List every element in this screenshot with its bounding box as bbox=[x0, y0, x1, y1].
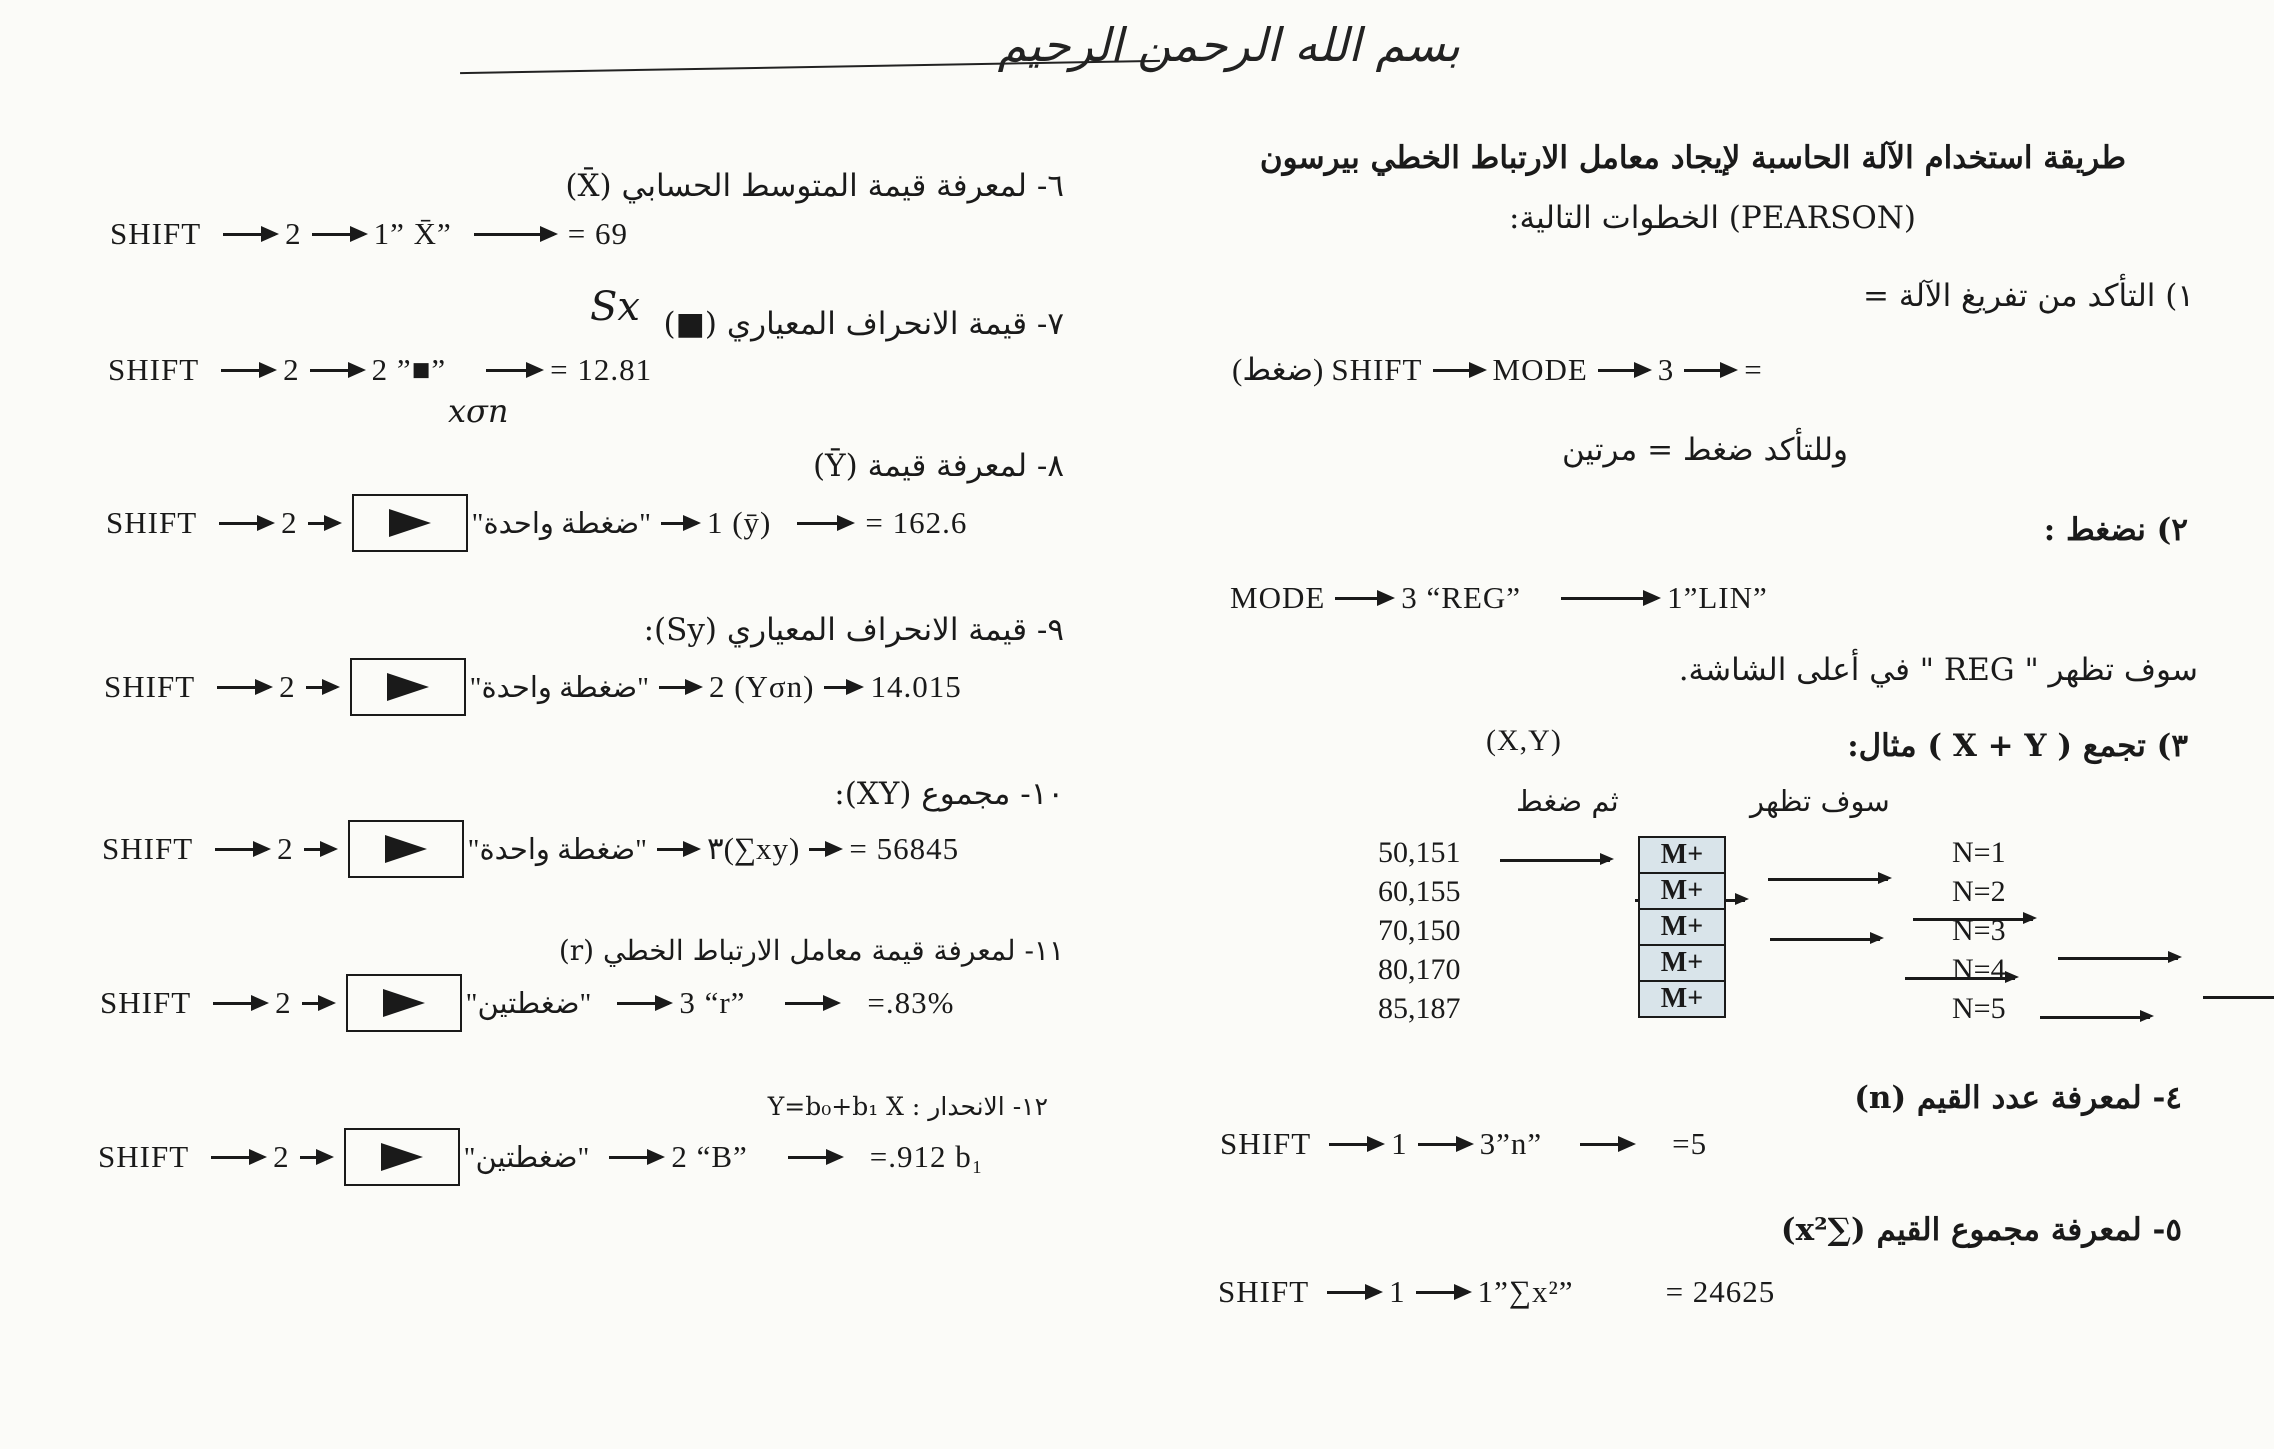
list-item: 50,151 bbox=[1378, 836, 1461, 869]
step11-sequence bbox=[100, 974, 954, 1032]
step3-arrows-left bbox=[0, 0, 2274, 19]
step2-label: ٢) نضغط : bbox=[2043, 512, 2188, 548]
step9-label: ٩- قيمة الانحراف المعياري (Sy): bbox=[643, 612, 1064, 648]
play-triangle-icon bbox=[389, 509, 431, 537]
step9-key-2: 2 bbox=[279, 669, 296, 704]
step4-key-1: 1 bbox=[1391, 1126, 1408, 1161]
step5-key-1: 1 bbox=[1389, 1274, 1406, 1309]
step12-sequence bbox=[98, 1128, 984, 1186]
right-arrow-key bbox=[352, 494, 468, 552]
arrow-icon bbox=[2058, 957, 2178, 960]
step2-note: سوف تظهر " REG " في أعلى الشاشة. bbox=[1678, 652, 2198, 688]
arrow-icon bbox=[223, 233, 275, 236]
step12-key-2: 2 bbox=[273, 1139, 290, 1174]
arrow-icon bbox=[312, 233, 364, 236]
arrow-icon bbox=[797, 522, 851, 525]
step9-press-once: "ضغطة واحدة" bbox=[469, 671, 649, 704]
step10-result: = 56845 bbox=[849, 831, 960, 866]
arrow-icon bbox=[1335, 597, 1391, 600]
step1-key-3: 3 bbox=[1657, 352, 1675, 387]
right-title-line1: طريقة استخدام الآلة الحاسبة لإيجاد معامل الارتباط الخطي بيرسون bbox=[1259, 140, 2126, 176]
step1-note: وللتأكد ضغط = مرتين bbox=[1561, 432, 1848, 468]
step6-sequence bbox=[110, 216, 628, 252]
step1-sequence bbox=[1232, 352, 1763, 388]
step8-sequence bbox=[106, 494, 967, 552]
step10-key-sumxy: ٣(∑xy) bbox=[706, 831, 800, 866]
list-item: 60,155 bbox=[1378, 875, 1461, 908]
step12-label: ١٢- الانحدار : Y=b₀+b₁ X bbox=[767, 1092, 1048, 1121]
arrow-icon bbox=[1500, 859, 1610, 862]
arrow-icon bbox=[308, 522, 338, 525]
step7-key-xon: 2 ”■” bbox=[371, 352, 447, 387]
step1-key-shift: SHIFT bbox=[1331, 352, 1423, 387]
list-item: 70,150 bbox=[1378, 914, 1461, 947]
step5-key-shift: SHIFT bbox=[1218, 1274, 1310, 1309]
arrow-icon bbox=[788, 1156, 840, 1159]
m-plus-key: M+ bbox=[1638, 910, 1726, 946]
step8-key-ybar: 1 (ȳ) bbox=[706, 505, 772, 540]
step12-result: =.912 b₁ bbox=[869, 1139, 984, 1174]
step9-key-shift: SHIFT bbox=[104, 669, 196, 704]
basmala-text: بسم الله الرحمن الرحيم bbox=[997, 18, 1460, 72]
step4-sequence bbox=[1220, 1126, 1707, 1162]
arrow-icon bbox=[221, 369, 273, 372]
arrow-icon bbox=[486, 369, 540, 372]
step10-sequence bbox=[102, 820, 959, 878]
arrow-icon bbox=[1768, 878, 1888, 881]
step6-label: ٦- لمعرفة قيمة المتوسط الحسابي (X̄) bbox=[565, 168, 1064, 204]
arrow-icon bbox=[474, 233, 554, 236]
list-item: N=3 bbox=[1952, 914, 2006, 947]
step9-key-yon: 2 (Yσn) bbox=[708, 669, 815, 704]
step8-key-shift: SHIFT bbox=[106, 505, 198, 540]
m-plus-key: M+ bbox=[1638, 836, 1726, 874]
arrow-icon bbox=[1770, 938, 1880, 941]
step3-col-will-show: سوف تظهر bbox=[1750, 784, 1890, 818]
arrow-icon bbox=[657, 848, 697, 851]
arrow-icon bbox=[1329, 1143, 1381, 1146]
step2-key-mode: MODE bbox=[1230, 580, 1326, 615]
play-triangle-icon bbox=[387, 673, 429, 701]
arrow-icon bbox=[659, 686, 699, 689]
arrow-icon bbox=[215, 848, 267, 851]
right-arrow-key bbox=[346, 974, 462, 1032]
list-item: 80,170 bbox=[1378, 953, 1461, 986]
step6-key-shift: SHIFT bbox=[110, 216, 202, 251]
arrow-icon bbox=[211, 1156, 263, 1159]
arrow-icon bbox=[809, 848, 839, 851]
arrow-icon bbox=[302, 1002, 332, 1005]
arrow-icon bbox=[617, 1002, 669, 1005]
step5-label: ٥- لمعرفة مجموع القيم (∑x²) bbox=[1780, 1212, 2182, 1248]
arrow-icon bbox=[1416, 1291, 1468, 1294]
right-arrow-key bbox=[344, 1128, 460, 1186]
step11-key-2: 2 bbox=[275, 985, 292, 1020]
step7-handwritten-xon: xσn bbox=[448, 392, 509, 430]
m-plus-key: M+ bbox=[1638, 874, 1726, 910]
step10-key-2: 2 bbox=[277, 831, 294, 866]
step4-label: ٤- لمعرفة عدد القيم (n) bbox=[1854, 1080, 2182, 1116]
basmala bbox=[440, 18, 1460, 88]
arrow-icon bbox=[824, 686, 860, 689]
step11-press-twice: "ضغطتين" bbox=[465, 987, 592, 1020]
arrow-icon bbox=[304, 848, 334, 851]
step7-handwritten-sx: Sx bbox=[590, 284, 640, 330]
arrow-icon bbox=[2040, 1016, 2150, 1019]
m-plus-key: M+ bbox=[1638, 946, 1726, 982]
arrow-icon bbox=[1433, 369, 1483, 372]
play-triangle-icon bbox=[385, 835, 427, 863]
step10-key-shift: SHIFT bbox=[102, 831, 194, 866]
right-arrow-key bbox=[350, 658, 466, 716]
step5-key-sumx2: 1”∑x²” bbox=[1477, 1274, 1574, 1309]
list-item: 85,187 bbox=[1378, 992, 1461, 1025]
step11-key-shift: SHIFT bbox=[100, 985, 192, 1020]
step8-key-2: 2 bbox=[281, 505, 298, 540]
step7-label: ٧- قيمة الانحراف المعياري (■) bbox=[663, 306, 1064, 342]
arrow-icon bbox=[1561, 597, 1657, 600]
step9-sequence bbox=[104, 658, 962, 716]
arrow-icon bbox=[306, 686, 336, 689]
play-triangle-icon bbox=[383, 989, 425, 1017]
step3-xy-label: (X,Y) bbox=[1486, 724, 1562, 757]
arrow-icon bbox=[1418, 1143, 1470, 1146]
step6-key-2: 2 bbox=[285, 216, 302, 251]
list-item: N=1 bbox=[1952, 836, 2006, 869]
list-item: N=2 bbox=[1952, 875, 2006, 908]
step4-key-shift: SHIFT bbox=[1220, 1126, 1312, 1161]
step8-press-once: "ضغطة واحدة" bbox=[471, 507, 651, 540]
arrow-icon bbox=[609, 1156, 661, 1159]
step8-result: = 162.6 bbox=[865, 505, 968, 540]
m-plus-key-column bbox=[1638, 836, 1726, 1018]
step7-key-shift: SHIFT bbox=[108, 352, 200, 387]
arrow-icon bbox=[1580, 1143, 1632, 1146]
step10-label: ١٠- مجموع (XY): bbox=[834, 776, 1064, 812]
arrow-icon bbox=[1327, 1291, 1379, 1294]
arrow-icon bbox=[1684, 369, 1734, 372]
play-triangle-icon bbox=[381, 1143, 423, 1171]
right-arrow-key bbox=[348, 820, 464, 878]
m-plus-key: M+ bbox=[1638, 982, 1726, 1018]
step2-sequence bbox=[1230, 580, 1768, 616]
right-title-line2: (PEARSON) الخطوات التالية: bbox=[1509, 200, 1916, 236]
arrow-icon bbox=[1598, 369, 1648, 372]
arrow-icon bbox=[2203, 996, 2274, 999]
step6-result: = 69 bbox=[567, 216, 629, 251]
step4-key-n: 3”n” bbox=[1479, 1126, 1543, 1161]
step8-label: ٨- لمعرفة قيمة (Ȳ) bbox=[813, 448, 1064, 484]
step2-key-lin: 1”LIN” bbox=[1667, 580, 1768, 615]
step10-press-once: "ضغطة واحدة" bbox=[467, 833, 647, 866]
step6-key-xbar: 1” X̄” bbox=[373, 216, 452, 251]
step1-label: ١) التأكد من تفريغ الآلة = bbox=[1863, 278, 2194, 314]
step2-key-reg: 3 “REG” bbox=[1401, 580, 1522, 615]
step9-result: 14.015 bbox=[870, 669, 962, 704]
step4-result: =5 bbox=[1672, 1126, 1708, 1161]
arrow-icon bbox=[213, 1002, 265, 1005]
step11-label: ١١- لمعرفة قيمة معامل الارتباط الخطي (r) bbox=[558, 934, 1064, 967]
step11-key-r: 3 “r” bbox=[679, 985, 746, 1020]
step1-key-equals: = bbox=[1744, 352, 1763, 387]
step12-key-b: 2 “B” bbox=[671, 1139, 748, 1174]
arrow-icon bbox=[300, 1156, 330, 1159]
step3-col-then-press: ثم ضغط bbox=[1516, 784, 1619, 818]
step3-label: ٣) تجمع ( X + Y ) مثال: bbox=[1847, 728, 2188, 764]
arrow-icon bbox=[217, 686, 269, 689]
step5-sequence bbox=[1218, 1274, 1775, 1310]
step12-key-shift: SHIFT bbox=[98, 1139, 190, 1174]
step7-sequence bbox=[108, 352, 652, 388]
list-item: N=4 bbox=[1952, 953, 2006, 986]
step11-result: =.83% bbox=[867, 985, 955, 1020]
arrow-icon bbox=[219, 522, 271, 525]
step5-result: = 24625 bbox=[1665, 1274, 1776, 1309]
arrow-icon bbox=[310, 369, 362, 372]
step7-key-2: 2 bbox=[283, 352, 300, 387]
step12-press-twice: "ضغطتين" bbox=[463, 1141, 590, 1174]
step1-key-mode: MODE bbox=[1492, 352, 1588, 387]
arrow-icon bbox=[661, 522, 697, 525]
step7-result: = 12.81 bbox=[550, 352, 653, 387]
list-item: N=5 bbox=[1952, 992, 2006, 1025]
arrow-icon bbox=[785, 1002, 837, 1005]
step1-press-label: (ضغط) bbox=[1232, 352, 1324, 387]
